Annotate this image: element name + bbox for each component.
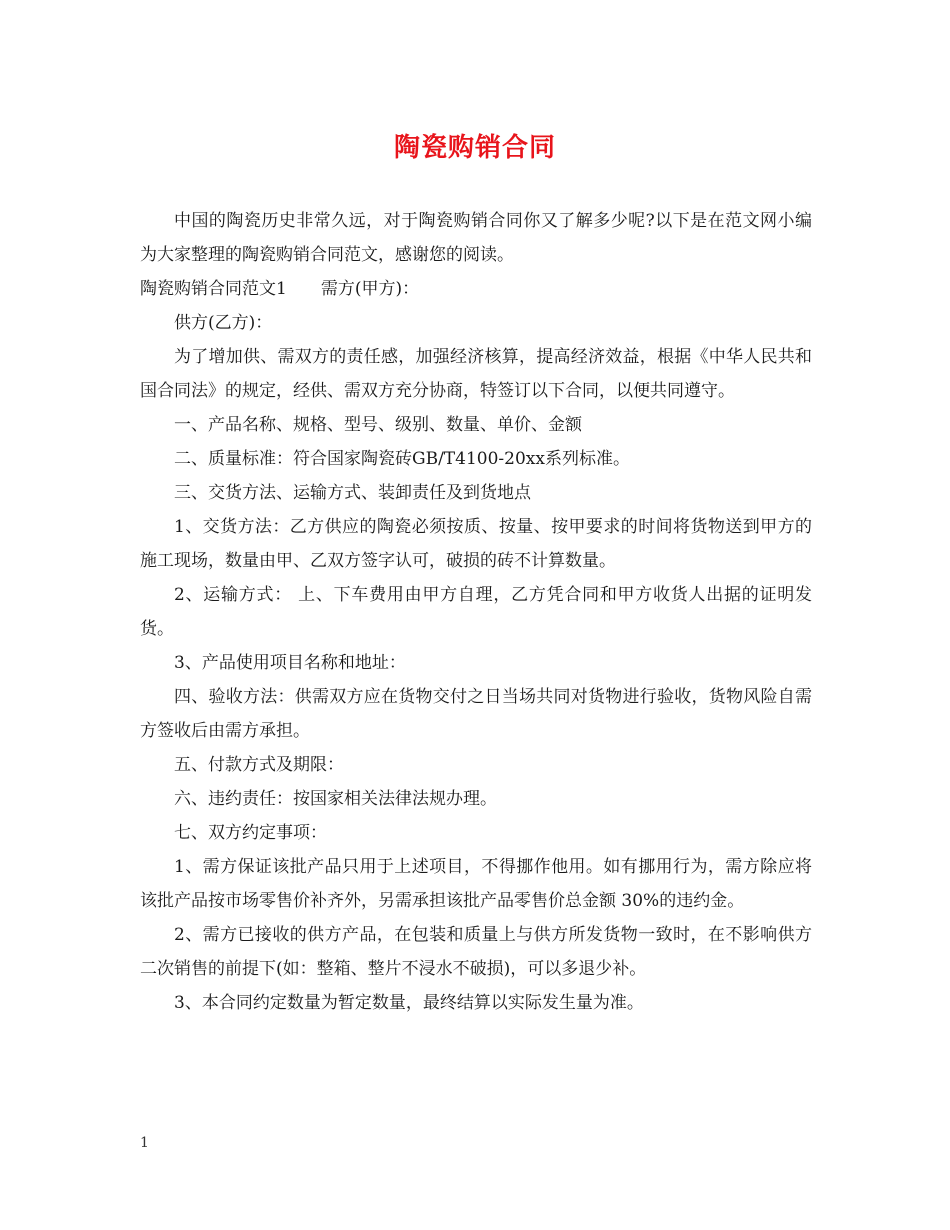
clause-7: 七、双方约定事项： bbox=[174, 823, 327, 843]
clause-5: 五、付款方式及期限： bbox=[174, 755, 344, 775]
page-number: 1 bbox=[140, 1135, 149, 1151]
preamble-paragraph: 为了增加供、需双方的责任感，加强经济核算，提高经济效益，根据《中华人民共和国合同法》的规定，经供、需双方充分协商，特签订以下合同，以便共同遵守。 bbox=[140, 347, 812, 401]
clause-3-1: 1、交货方法：乙方供应的陶瓷必须按质、按量、按甲要求的时间将货物送到甲方的施工现场，数量由甲、乙双方签字认可，破损的砖不计算数量。 bbox=[140, 517, 812, 571]
sample-heading: 陶瓷购销合同范文1 bbox=[140, 279, 287, 299]
clause-1: 一、产品名称、规格、型号、级别、数量、单价、金额 bbox=[174, 415, 582, 435]
document-title: 陶瓷购销合同 bbox=[393, 133, 556, 163]
clause-6: 六、违约责任：按国家相关法律法规办理。 bbox=[174, 789, 497, 809]
clause-7-1: 1、需方保证该批产品只用于上述项目，不得挪作他用。如有挪用行为，需方除应将该批产品按市场零售价补齐外，另需承担该批产品零售价总金额 30%的违约金。 bbox=[140, 857, 812, 911]
clause-3-2: 2、运输方式： 上、下车费用由甲方自理，乙方凭合同和甲方收货人出据的证明发货。 bbox=[140, 585, 812, 639]
clause-2: 二、质量标准：符合国家陶瓷砖GB/T4100-20xx系列标准。 bbox=[174, 449, 630, 469]
sample-heading-line bbox=[140, 272, 812, 306]
clause-3-3: 3、产品使用项目名称和地址： bbox=[174, 653, 406, 673]
clause-3: 三、交货方法、运输方式、装卸责任及到货地点 bbox=[174, 483, 531, 503]
document-body bbox=[140, 204, 812, 1020]
clause-7-2: 2、需方已接收的供方产品，在包装和质量上与供方所发货物一致时，在不影响供方二次销售的前提下(如：整箱、整片不浸水不破损)，可以多退少补。 bbox=[140, 925, 812, 979]
buyer-label: 需方(甲方)： bbox=[320, 279, 420, 299]
clause-4: 四、验收方法：供需双方应在货物交付之日当场共同对货物进行验收，货物风险自需方签收后由需方承担。 bbox=[140, 687, 812, 741]
seller-label: 供方(乙方)： bbox=[174, 313, 273, 333]
clause-7-3: 3、本合同约定数量为暂定数量，最终结算以实际发生量为准。 bbox=[174, 993, 644, 1013]
intro-paragraph: 中国的陶瓷历史非常久远，对于陶瓷购销合同你又了解多少呢?以下是在范文网小编为大家整理的陶瓷购销合同范文，感谢您的阅读。 bbox=[140, 211, 812, 265]
